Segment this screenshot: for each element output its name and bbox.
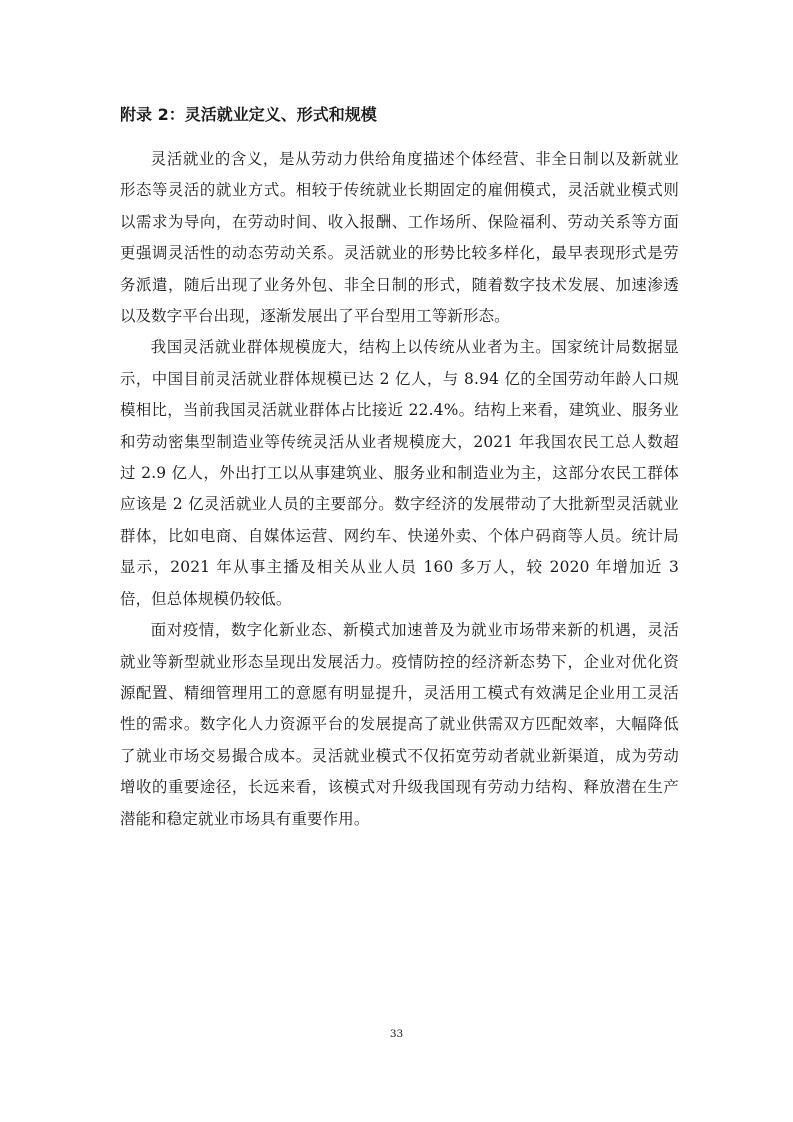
paragraph-definition: 灵活就业的含义，是从劳动力供给角度描述个体经营、非全日制以及新就业形态等灵活的就业方式。相较于传统就业长期固定的雇佣模式，灵活就业模式则以需求为导向，在劳动时间、收入报酬、工作场所、保险福利、劳动关系等方面更强调灵活性的动态劳动关系。灵活就业的形势比较多样化，最早表现形式是劳务派遣，随后出现了业务外包、非全日制的形式，随着数字技术发展、加速渗透以及数字平台出现，逐渐发展出了平台型用工等新形态。 [120,150,679,326]
appendix-heading: 附录 2：灵活就业定义、形式和规模 [120,105,377,124]
paragraph-scale: 我国灵活就业群体规模庞大，结构上以传统从业者为主。国家统计局数据显示，中国目前灵活就业群体规模已达 2 亿人，与 8.94 亿的全国劳动年龄人口规模相比，当前我国灵活就业群体占比接近 22.4%。结构上来看，建筑业、服务业和劳动密集型制造业等传统灵活从业者规模庞大，2021 年我国农民工总人数超过 2.9 亿人，外出打工以从事建筑业、服务业和制造业为主，这部分农民工群体应该是 2 亿灵活就业人员的主要部分。数字经济的发展带动了大批新型灵活就业群体，比如电商、自媒体运营、网约车、快递外卖、个体户码商等人员。统计局显示，2021 年从事主播及相关从业人员 160 多万人，较 2020 年增加近 3 倍，但总体规模仍较低。 [120,338,679,608]
body-text [120,144,679,835]
page-number: 33 [389,1028,404,1040]
paragraph-pandemic: 面对疫情，数字化新业态、新模式加速普及为就业市场带来新的机遇，灵活就业等新型就业形态呈现出发展活力。疫情防控的经济新态势下，企业对优化资源配置、精细管理用工的意愿有明显提升，灵活用工模式有效满足企业用工灵活性的需求。数字化人力资源平台的发展提高了就业供需双方匹配效率，大幅降低了就业市场交易撮合成本。灵活就业模式不仅拓宽劳动者就业新渠道，成为劳动增收的重要途径，长远来看，该模式对升级我国现有劳动力结构、释放潜在生产潜能和稳定就业市场具有重要作用。 [120,621,679,828]
